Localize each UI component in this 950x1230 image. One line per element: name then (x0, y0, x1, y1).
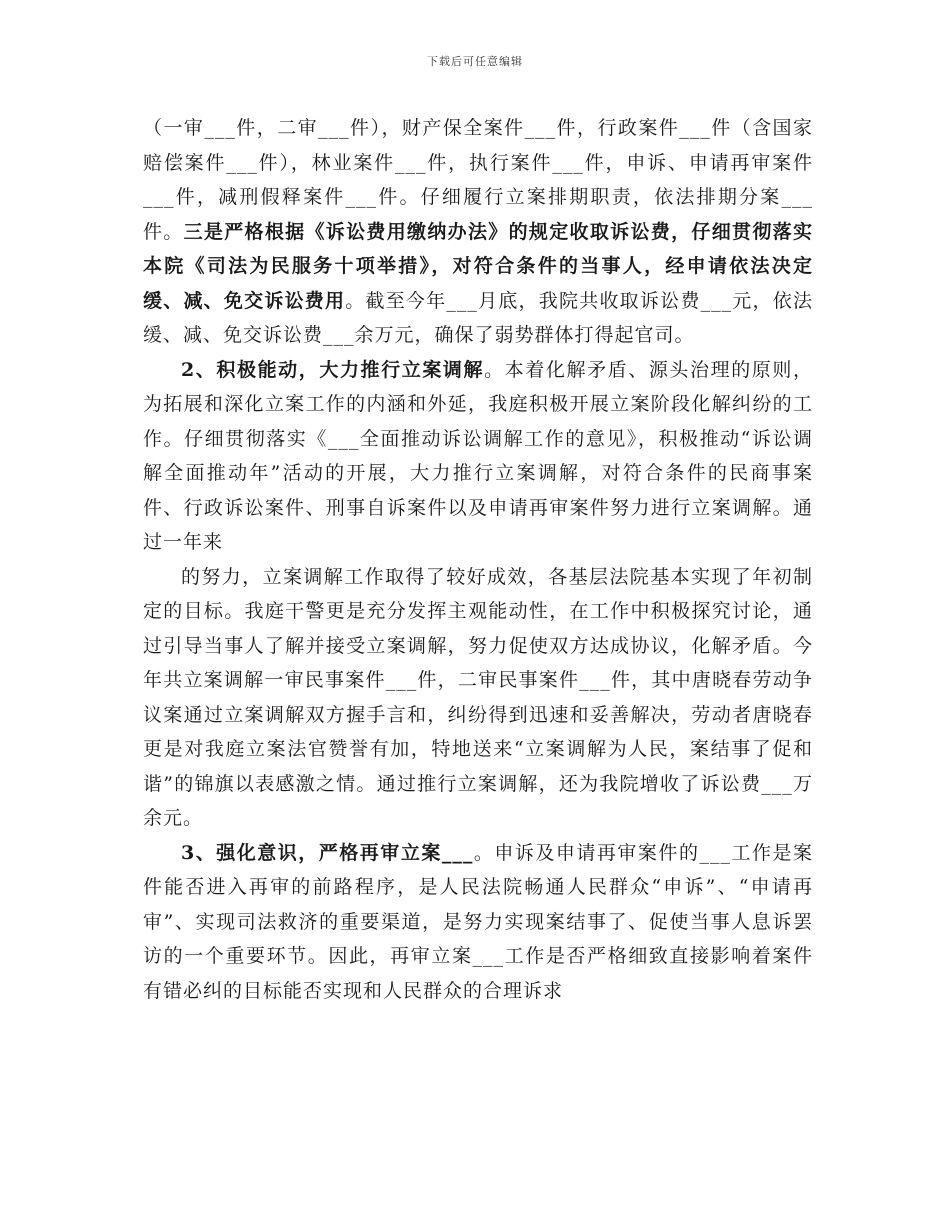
paragraph-4 (143, 836, 813, 1009)
paragraph-2 (143, 353, 813, 560)
paragraph-4-text: 。申诉及申请再审案件的___工作是案件能否进入再审的前路程序，是人民法院畅通人民群众“申诉”、“申请再审”、实现司法救济的重要渠道，是努力实现案结事了、促使当事人息诉罢访的一个重要环节。因此，再审立案___工作是否严格细致直接影响着案件有错必纠的目标能否实现和人民群众的合理诉求 (143, 841, 813, 1002)
paragraph-3 (143, 560, 813, 836)
section-3-heading: 3、强化意识，严格再审立案___ (181, 841, 474, 864)
paragraph-1-tail-text: 。截至今年___月底，我院共收取诉讼费___元，依法缓、减、免交诉讼费___余万元，确保了弱势群体打得起官司。 (143, 289, 813, 346)
document-body (143, 111, 813, 1008)
paragraph-1-bold-text: 三是严格根据《诉讼费用缴纳办法》的规定收取诉讼费，仔细贯彻落实本院《司法为民服务十项举措》，对符合条件的当事人，经申请依法决定缓、减、免交诉讼费用 (143, 220, 813, 312)
paragraph-1-text: （一审___件，二审___件），财产保全案件___件，行政案件___件（含国家赔偿案件___件），林业案件___件，执行案件___件，申诉、申请再审案件___件，减刑假释案件___件。仔细履行立案排期职责，依法排期分案___件。 (143, 117, 813, 243)
section-2-heading: 2、积极能动，大力推行立案调解 (181, 358, 485, 381)
paragraph-2-text: 。本着化解矛盾、源头治理的原则，为拓展和深化立案工作的内涵和外延，我庭积极开展立案阶段化解纠纷的工作。仔细贯彻落实《___全面推动诉讼调解工作的意见》，积极推动“诉讼调解全面推动年”活动的开展，大力推行立案调解，对符合条件的民商事案件、行政诉讼案件、刑事自诉案件以及申请再审案件努力进行立案调解。通过一年来 (143, 358, 813, 553)
paragraph-3-text: 的努力，立案调解工作取得了较好成效，各基层法院基本实现了年初制定的目标。我庭干警更是充分发挥主观能动性，在工作中积极探究讨论，通过引导当事人了解并接受立案调解，努力促使双方达成协议，化解矛盾。今年共立案调解一审民事案件___件，二审民事案件___件，其中唐晓春劳动争议案通过立案调解双方握手言和，纠纷得到迅速和妥善解决，劳动者唐晓春更是对我庭立案法官赞誉有加，特地送来“立案调解为人民，案结事了促和谐”的锦旗以表感激之情。通过推行立案调解，还为我院增收了诉讼费___万余元。 (143, 565, 813, 829)
page-header: 下载后可任意编辑 (427, 55, 523, 68)
paragraph-1 (143, 111, 813, 353)
